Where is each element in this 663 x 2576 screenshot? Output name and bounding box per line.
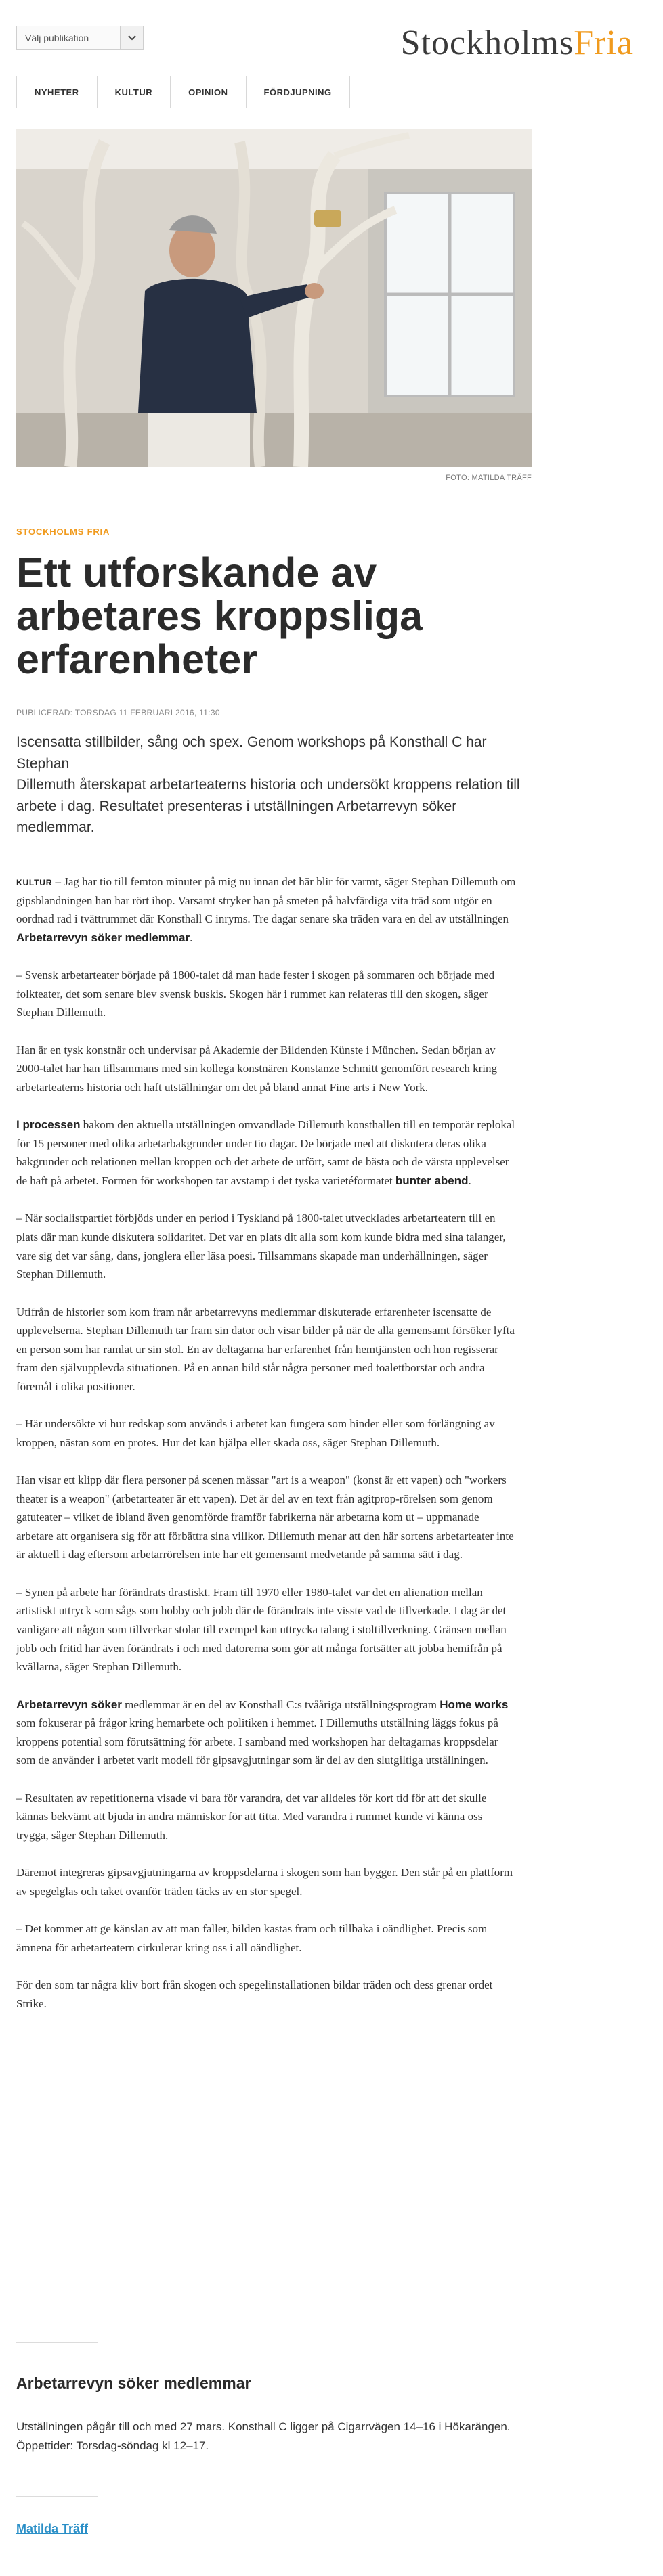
article-body: [16, 872, 517, 2033]
paragraph-10-text-a: medlemmar är en del av Konsthall C:s tvååriga utställningsprogram: [121, 1697, 440, 1711]
site-logo[interactable]: [401, 26, 633, 61]
paragraph-4: [16, 1115, 517, 1190]
divider: [16, 2496, 98, 2497]
paragraph-4-intro: I processen: [16, 1118, 81, 1132]
hero-photo: [16, 129, 532, 467]
paragraph-12: Däremot integreras gipsavgjutningarna av kroppsdelarna i skogen som han bygger. Den står på en plattform av spegelglas och taket ovanför träden täcks av en stor spegel.: [16, 1866, 513, 1898]
paragraph-4-text: bakom den aktuella utställningen omvandlade Dillemuth konsthallen till en temporär replokal för 15 personer med olika arbetarbakgrunder under tio dagar. De började med att diskutera deras olika bakgrunder och relationen mellan kroppen och det arbete de utfört, samt de bästa och de värsta upplevelser de haft på arbetet. Formen för workshopen tar avstamp i det tyska varietéformatet: [16, 1118, 515, 1187]
exhibition-name: Arbetarrevyn söker medlemmar: [16, 931, 190, 944]
paragraph-1-end: .: [190, 931, 193, 944]
publication-select[interactable]: [16, 26, 144, 50]
program-name: Home works: [440, 1697, 509, 1711]
factbox-title: Arbetarrevyn söker medlemmar: [16, 2374, 251, 2392]
paragraph-2: – Svensk arbetarteater började på 1800-talet då man hade fester i skogen på sommaren och började med folkteater, det som senare blev svensk buskis. Skogen här i rummet kan relateras till den skogen, säger Stephan Dillemuth.: [16, 969, 495, 1019]
logo-part-1: Stockholms: [400, 24, 574, 62]
paragraph-13: – Det kommer att ge känslan av att man faller, bilden kastas fram och tillbaka i oändlighet. Precis som ämnena för arbetarteatern cirkulerar kring oss i all oändlighet.: [16, 1922, 488, 1954]
factbox-text: Utställningen pågår till och med 27 mars. Konsthall C ligger på Cigarrvägen 14–16 i Hökarängen. Öppettider: Torsdag-söndag kl 12–17.: [16, 2420, 511, 2453]
lead-line-1: Iscensatta stillbilder, sång och spex. Genom workshops på Konsthall C har Stephan: [16, 734, 487, 772]
chevron-down-icon[interactable]: [120, 26, 143, 49]
paragraph-7: – Här undersökte vi hur redskap som används i arbetet kan fungera som hinder eller som förlängning av kroppen, nästan som en protes. Hur det kan hjälpa eller skada oss, säger Stephan Dillemuth.: [16, 1417, 495, 1449]
paragraph-4-end: .: [468, 1174, 471, 1187]
article-lead: [16, 732, 531, 839]
paragraph-10-intro: Arbetarrevyn söker: [16, 1697, 122, 1711]
paragraph-6: Utifrån de historier som kom fram når arbetarrevyns medlemmar diskuterade erfarenheter iscensatte de upplevelserna. Stephan Dillemuth tar fram sin dator och visar bilder på när de alla gemensamt försöker lyfta en person som har ramlat ur sin stol. En av deltagarna har erfarenhet från hemtjänsten och hon regisserar fram den självupplevda situationen. På en annan bild står några personer med toalettborstar och andra föremål i olika positioner.: [16, 1305, 515, 1393]
logo-part-2: Fria: [574, 24, 633, 62]
hero-photo-illustration: [16, 129, 532, 467]
paragraph-1: [16, 872, 517, 947]
paragraph-14: För den som tar några kliv bort från skogen och spegelinstallationen bildar träden och dess grenar ordet Strike.: [16, 1978, 493, 2010]
published-date: PUBLICERAD: TORSDAG 11 FEBRUARI 2016, 11:30: [16, 708, 220, 717]
main-nav: [16, 76, 647, 108]
divider: [16, 2342, 98, 2343]
article-kicker[interactable]: STOCKHOLMS FRIA: [16, 527, 110, 537]
nav-item-fordjupning[interactable]: FÖRDJUPNING: [247, 76, 350, 108]
article-headline: Ett utforskande av arbetares kroppsliga erfarenheter: [16, 550, 423, 683]
publication-select-label: Välj publikation: [25, 32, 89, 43]
paragraph-4-term: bunter abend: [395, 1174, 469, 1187]
section-tag: KULTUR: [16, 878, 53, 887]
author-link[interactable]: Matilda Träff: [16, 2522, 89, 2535]
paragraph-9: – Synen på arbete har förändrats drastiskt. Fram till 1970 eller 1980-talet var det en alienation mellan artistiskt uttryck som sågs som hobby och jobb där de förändrats inte visste vad de tillverkade. I dag är det vanligare att någon som tillverkar stolar till exempel kan uttrycka talang i stoltillverkning. Gränsen mellan jobb och fritid har även förändrats i och med datorerna som gör att många fortsätter att jobba hemifrån på kvällarna, säger Stephan Dillemuth.: [16, 1585, 507, 1674]
paragraph-8: Han visar ett klipp där flera personer på scenen mässar "art is a weapon" (konst är ett vapen) och "workers theater is a weapon" (arbetarteater är ett vapen). Det är del av en text från agitprop-rörelsen som genom gatuteater – vilket de ibland även genomförde framför fabrikerna när arbetarna kom ut – uppmanade arbetare att organisera sig för att förbättra sina villkor. Dillemuth menar att den här sortens arbetarteater inte är aktuell i dag eftersom arbetarrörelsen inte har ett gemensamt medvetande på samma sätt i dag.: [16, 1473, 514, 1561]
paragraph-11: – Resultaten av repetitionerna visade vi bara för varandra, det var alldeles för kort tid för att det skulle kännas bekvämt att bjuda in andra människor för att titta. Med varandra i rummet kunde vi känna oss trygga, säger Stephan Dillemuth.: [16, 1791, 487, 1842]
nav-item-kultur[interactable]: KULTUR: [98, 76, 171, 108]
paragraph-5: – När socialistpartiet förbjöds under en period i Tyskland på 1800-talet utvecklades arbetarteatern till en plats där man kunde diskutera solidaritet. Det var en plats dit alla som kom kunde bidra med sina talanger, vare sig det var sång, dans, jonglera eller läsa poesi. Tillsammans skapade man underhållningen, säger Stephan Dillemuth.: [16, 1212, 506, 1281]
photo-credit: FOTO: MATILDA TRÄFF: [446, 474, 532, 482]
paragraph-1-text: – Jag har tio till femton minuter på mig nu innan det här blir för varmt, säger Stephan Dillemuth om gipsblandningen han har rört ihop. Varsamt stryker han på smeten på halvfärdiga vita träd som utgör en oordnad rad i tvättrummet där Konsthall C inryms. Tre dagar senare ska träden vara en del av utställningen: [16, 875, 516, 926]
lead-line-2: Dillemuth återskapat arbetarteaterns historia och undersökt kroppens relation till arbete i dag. Resultatet presenteras i utställningen Arbetarrevyn söker medlemmar.: [16, 777, 520, 835]
paragraph-3: Han är en tysk konstnär och undervisar på Akademie der Bildenden Künste i München. Sedan början av 2000-talet har han tillsammans med sin kollega konstnären Konstanze Schmitt genomfört research kring arbetarteaterns historia och haft utställningar om det på bland annat Fine arts i New York.: [16, 1043, 498, 1094]
nav-item-opinion[interactable]: OPINION: [171, 76, 246, 108]
nav-item-nyheter[interactable]: NYHETER: [16, 76, 98, 108]
top-bar: [16, 24, 663, 62]
paragraph-10: [16, 1695, 517, 1770]
paragraph-10-text-b: som fokuserar på frågor kring hemarbete och politiken i hemmet. I Dillemuths utställning läggs fokus på kroppens potential som förutsättning för arbete. I samband med workshopen har deltagarnas kroppsdelar som de använder i arbetet varit modell för gipsavgjutningar som är del av den slutgiltiga utställningen.: [16, 1716, 498, 1767]
